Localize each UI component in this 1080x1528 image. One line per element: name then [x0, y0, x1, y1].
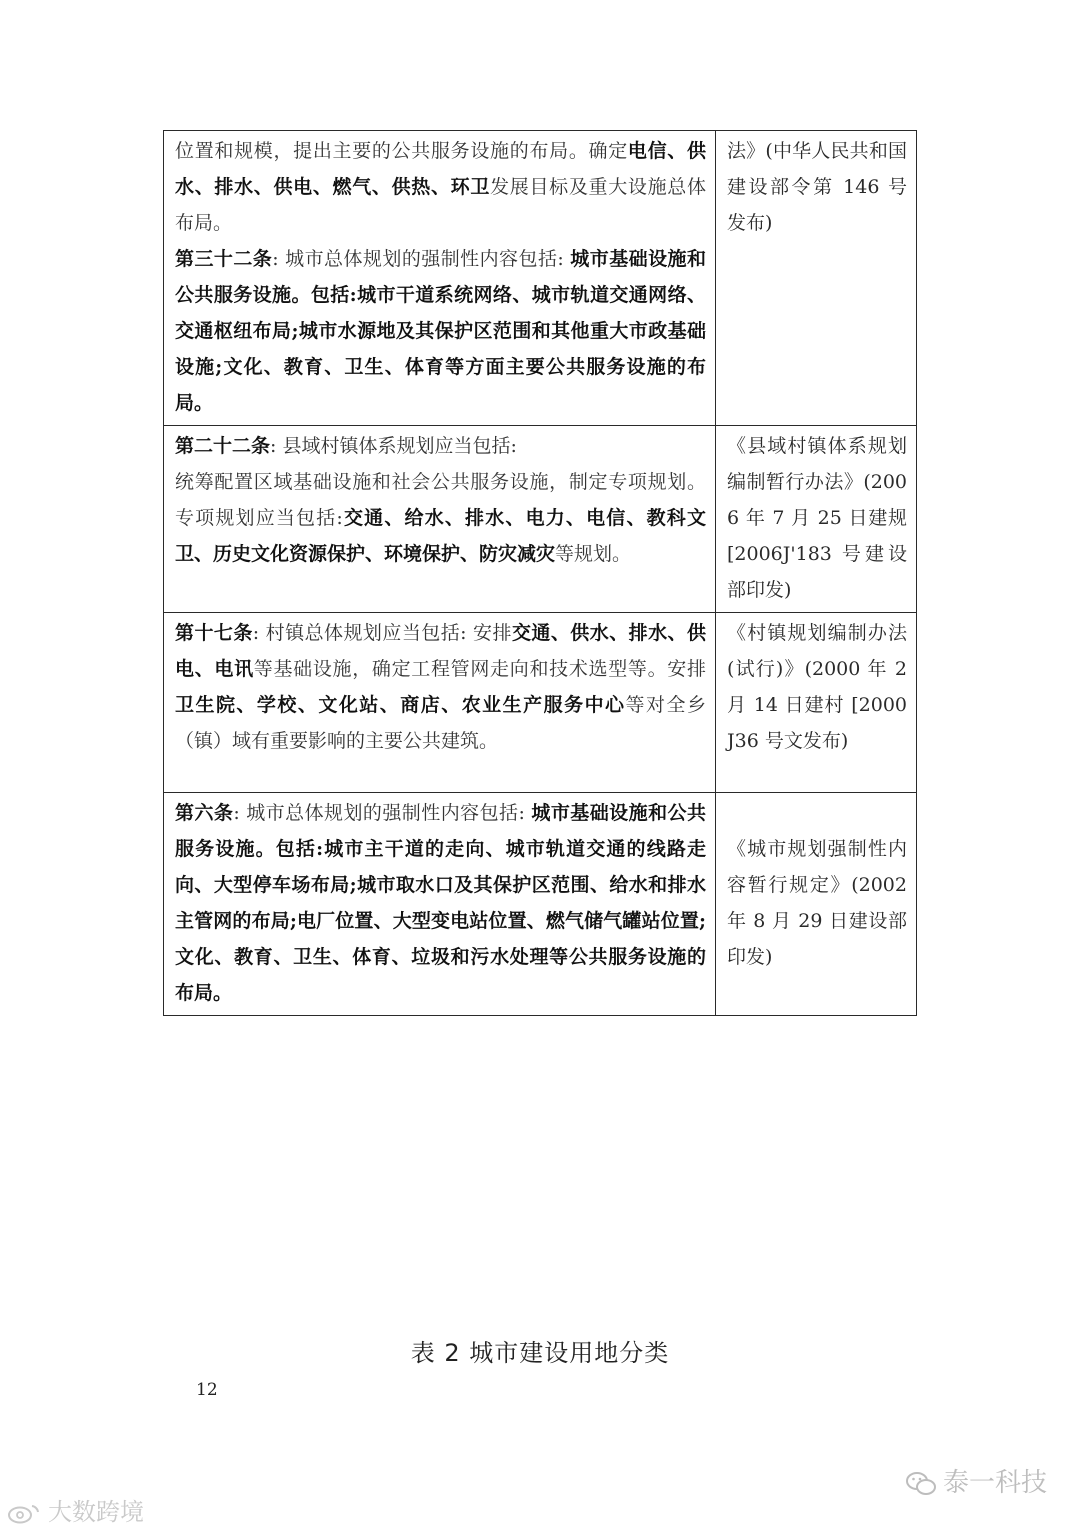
bold-text-segment: 电信、供水、排水、供电、燃气、供热、环卫	[175, 140, 706, 198]
watermark-right-text: 泰一科技	[943, 1468, 1048, 1498]
bold-text-segment: 第十七条	[175, 622, 253, 644]
table-row	[164, 793, 917, 1016]
clause-cell	[164, 131, 716, 426]
clause-cell	[164, 613, 716, 793]
text-segment: 等规划。	[555, 543, 632, 565]
bold-text-segment: 第三十二条	[175, 248, 273, 270]
text-segment: 发展目标及重大设施总体布局。	[175, 176, 706, 234]
text-segment: 等基础设施，确定工程管网走向和技术选型等。安排	[253, 658, 706, 680]
source-cell: 《县域村镇体系规划编制暂行办法》(2006 年 7 月 25 日建规 [2006J'183 号建设部印发)	[716, 426, 917, 613]
bold-text-segment: 第六条	[175, 802, 234, 824]
bold-text-segment: 城市基础设施和公共服务设施。包括:城市干道系统网络、城市轨道交通网络、交通枢纽布局;城市水源地及其保护区范围和其他重大市政基础设施;文化、教育、卫生、体育等方面主要公共服务设施的布局。	[175, 248, 706, 414]
source-cell: 《村镇规划编制办法(试行)》(2000 年 2 月 14 日建村 [2000J36 号文发布)	[716, 613, 917, 793]
watermark-left	[6, 1492, 144, 1527]
text-segment: : 城市总体规划的强制性内容包括:	[233, 802, 532, 824]
bold-text-segment: 城市基础设施和公共服务设施。包括:城市主干道的走向、城市轨道交通的线路走向、大型停车场布局;城市取水口及其保护区范围、给水和排水主管网的布局;电厂位置、大型变电站位置、燃气储气罐站位置;文化、教育、卫生、体育、垃圾和污水处理等公共服务设施的布局。	[175, 802, 706, 1004]
table-row	[164, 613, 917, 793]
table-row	[164, 426, 917, 613]
bold-text-segment: 卫生院、学校、文化站、商店、农业生产服务中心	[175, 694, 626, 716]
bold-text-segment: 交通、供水、排水、供电、电讯	[175, 622, 706, 680]
text-segment: 统筹配置区域基础设施和社会公共服务设施，制定专项规划。专项规划应当包括:	[175, 471, 706, 529]
wechat-logo-icon	[905, 1470, 937, 1498]
source-cell: 法》(中华人民共和国建设部令第 146 号发布)	[716, 131, 917, 426]
regulation-table	[163, 130, 917, 1016]
watermark-left-text: 大数跨境	[48, 1498, 144, 1526]
weibo-logo-icon	[6, 1502, 42, 1524]
table-row	[164, 131, 917, 426]
clause-cell	[164, 426, 716, 613]
text-segment: : 城市总体规划的强制性内容包括:	[272, 248, 571, 270]
text-segment: 等对全乡（镇）域有重要影响的主要公共建筑。	[175, 694, 706, 752]
text-segment: : 县域村镇体系规划应当包括:	[270, 435, 517, 457]
watermark-right	[905, 1462, 1047, 1499]
clause-cell	[164, 793, 716, 1016]
text-segment: 位置和规模，提出主要的公共服务设施的布局。确定	[175, 140, 628, 162]
page-number: 12	[196, 1380, 218, 1400]
table-caption: 表 2 城市建设用地分类	[410, 1339, 670, 1367]
bold-text-segment: 第二十二条	[175, 435, 271, 457]
text-segment: : 村镇总体规划应当包括: 安排	[252, 622, 512, 644]
bold-text-segment: 交通、给水、排水、电力、电信、教科文卫、历史文化资源保护、环境保护、防灾减灾	[175, 507, 706, 565]
source-cell: 《城市规划强制性内容暂行规定》(2002 年 8 月 29 日建设部印发)	[716, 793, 917, 1016]
